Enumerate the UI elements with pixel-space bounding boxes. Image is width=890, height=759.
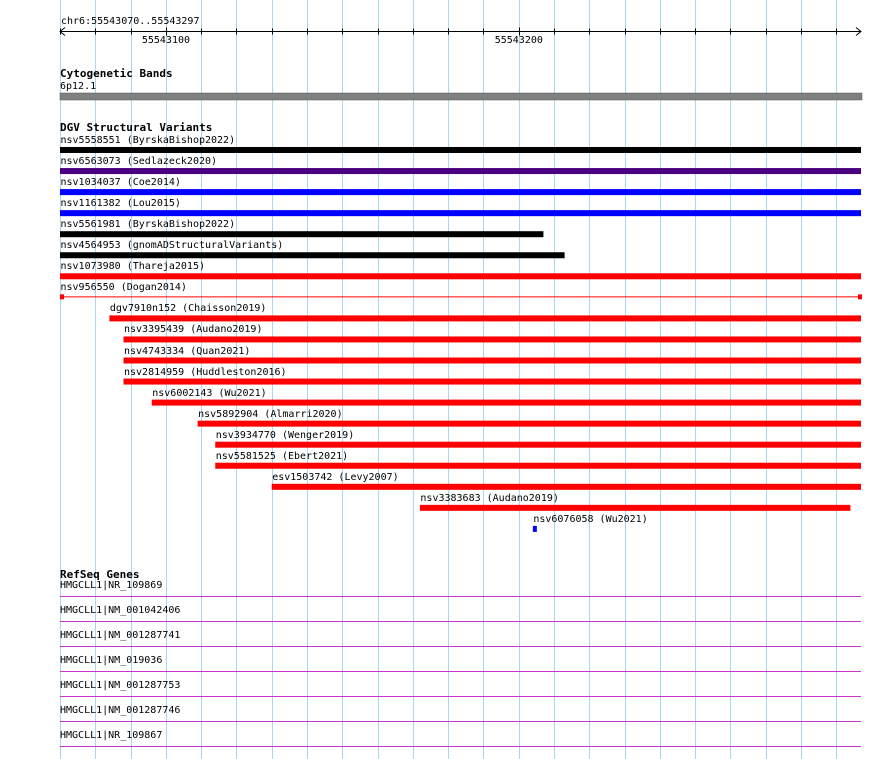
refseq-gene-label: HMGCLL1|NM_001287746 (60, 705, 181, 716)
dgv-variant-label: nsv6002143 (Wu2021) (152, 387, 267, 399)
dgv-track-title: DGV Structural Variants (60, 121, 213, 134)
dgv-variant-label: nsv3383683 (Audano2019) (420, 492, 559, 504)
cytoband-track-title: Cytogenetic Bands (60, 67, 173, 80)
dgv-variant-label: nsv5892904 (Almarri2020) (198, 408, 343, 420)
dgv-variant-label: nsv4564953 (gnomADStructuralVariants) (60, 240, 284, 252)
dgv-variant-label: dgv7910n152 (Chaisson2019) (109, 303, 267, 315)
dgv-variant-label: nsv3934770 (Wenger2019) (215, 429, 355, 441)
refseq-gene-label: HMGCLL1|NM_001287741 (60, 630, 181, 641)
dgv-variant-label: nsv5561981 (ByrskaBishop2022) (60, 219, 236, 231)
dgv-variant-label: esv1503742 (Levy2007) (272, 471, 399, 483)
refseq-track-title: RefSeq Genes (60, 568, 140, 581)
refseq-gene-label: HMGCLL1|NM_001287753 (60, 680, 181, 691)
refseq-gene-label: HMGCLL1|NR_109869 (60, 580, 163, 591)
dgv-variant-label: nsv4743334 (Quan2021) (124, 345, 251, 357)
dgv-variant-label: nsv2814959 (Huddleston2016) (124, 366, 287, 378)
dgv-variant-label: nsv6563073 (Sedlazeck2020) (60, 156, 218, 168)
region-label: chr6:55543070..55543297 (61, 16, 200, 27)
ruler-tick-label: 55543200 (494, 35, 543, 46)
dgv-variant-label: nsv5581525 (Ebert2021) (215, 450, 349, 462)
refseq-gene-label: HMGCLL1|NR_109867 (60, 730, 163, 741)
ruler-tick-label: 55543100 (141, 35, 191, 46)
dgv-variant-label: nsv5558551 (ByrskaBishop2022) (60, 135, 236, 146)
cytoband-label: 6p12.1 (60, 81, 97, 92)
refseq-gene-label: HMGCLL1|NM_001042406 (60, 605, 181, 616)
dgv-variant-label: nsv6076058 (Wu2021) (533, 513, 648, 525)
dgv-variant-label: nsv1034037 (Coe2014) (60, 177, 181, 189)
dgv-variant-label: nsv1161382 (Lou2015) (60, 198, 181, 210)
dgv-variant-label: nsv3395439 (Audano2019) (124, 324, 263, 336)
dgv-variant-label: nsv956550 (Dogan2014) (60, 282, 187, 294)
dgv-variant-label: nsv1073980 (Thareja2015) (60, 261, 205, 273)
refseq-gene-label: HMGCLL1|NM_019036 (60, 655, 163, 666)
